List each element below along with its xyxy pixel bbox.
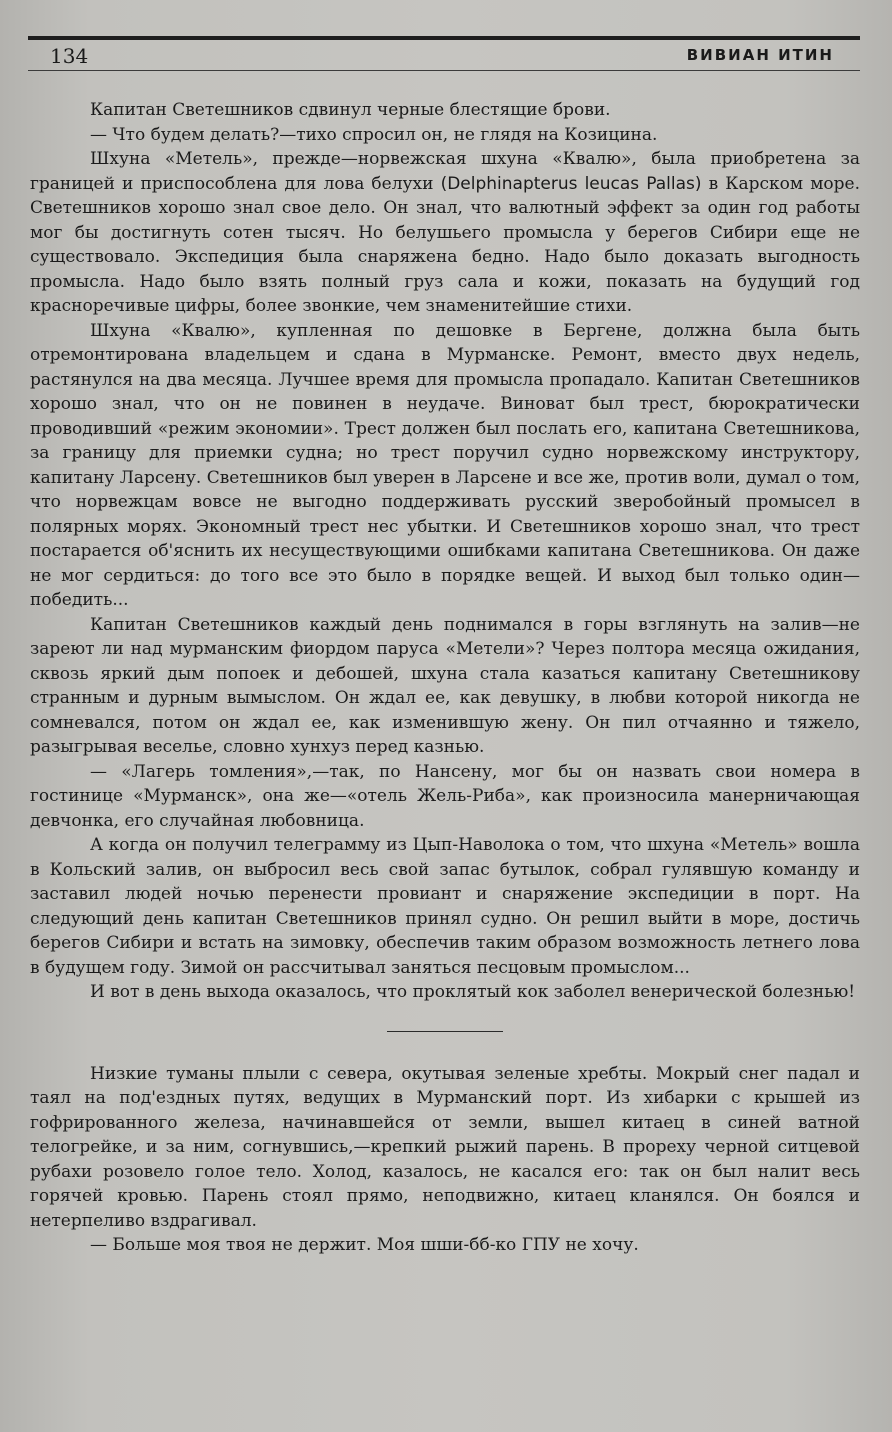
text-body [30, 98, 860, 1258]
section-separator [387, 1031, 503, 1032]
paragraph: — Больше моя твоя не держит. Моя шши-бб-ко ГПУ не хочу. [90, 1235, 639, 1255]
paragraph: Низкие туманы плыли с севера, окутывая зеленые хребты. Мокрый снег падал и таял на под'ездных путях, ведущих в Мурманский порт. Из хибарки с крышей из гофрированного железа, начинавшейся от земли, вышел китаец в синей ватной телогрейке, и за ним, согнувшись,—крепкий рыжий парень. В прореху черной ситцевой рубахи розовело голое тело. Холод, казалось, не касался его: так он был налит весь горячей кровью. Парень стоял прямо, неподвижно, китаец кланялся. Он боялся и нетерпеливо вздрагивал. [30, 1063, 860, 1231]
paragraph [30, 147, 860, 319]
top-rule [28, 36, 860, 40]
paragraph: Шхуна «Квалю», купленная по дешовке в Бергене, должна была быть отремонтирована владельцем и сдана в Мурманске. Ремонт, вместо двух недель, растянулся на два месяца. Лучшее время для промысла пропадало. Капитан Светешников хорошо знал, что он не повинен в неудаче. Виноват был трест, бюрократически проводивший «режим экономии». Трест должен был послать его, капитана Светешникова, за границу для приемки судна; но трест поручил судно норвежскому инструктору, капитану Ларсену. Светешников был уверен в Ларсене и все же, против воли, думал о том, что норвежцам вовсе не выгодно поддерживать русский зверобойный промысел в полярных морях. Экономный трест нес убытки. И Светешников хорошо знал, что трест постарается об'яснить их несуществующими ошибками капитана Светешникова. Он даже не мог сердиться: до того все это было в порядке вещей. И выход был только один—победить... [30, 320, 860, 610]
paragraph-text: Шхуна «Метель», прежде—норвежская шхуна «Квалю», была приобретена за границей и приспособлена для лова белухи [30, 149, 860, 194]
running-head: ВИВИАН ИТИН [686, 46, 834, 64]
paragraph: И вот в день выхода оказалось, что проклятый кок заболел венерической болезнью! [90, 982, 856, 1002]
paragraph-text: в Карском море. Светешников хорошо знал свое дело. Он знал, что валютный эффект за один год работы мог бы достигнуть сотен тысяч. Но белушьего промысла у берегов Сибири еще не существовало. Экспедиция была снаряжена бедно. Надо было доказать выгодность промысла. Надо было взять полный груз сала и кожи, показать на будущий год красноречивые цифры, более звонкие, чем знаменитейшие стихи. [30, 173, 860, 316]
paragraph: — Что будем делать?—тихо спросил он, не глядя на Козицина. [90, 124, 658, 145]
header-rule [28, 70, 860, 71]
page-number: 134 [50, 44, 89, 68]
paragraph: — «Лагерь томления»,—так, по Нансену, мог бы он назвать свои номера в гостинице «Мурманск», она же—«отель Жель-Риба», как произносила манерничающая девчонка, его случайная любовница. [30, 761, 860, 831]
paragraph: Капитан Светешников каждый день поднимался в горы взглянуть на залив—не зареют ли над мурманским фиордом паруса «Метели»? Через полтора месяца ожидания, сквозь яркий дым попоек и дебошей, шхуна стала казаться капитану Светешникову странным и дурным вымыслом. Он ждал ее, как девушку, в любви которой никогда не сомневался, потом он ждал ее, как изменившую жену. Он пил отчаянно и тяжело, разыгрывая веселье, словно хунхуз перед казнью. [30, 614, 860, 757]
latin-species-name: (Delphinapterus leucas Pallas) [440, 173, 702, 194]
paragraph: Капитан Светешников сдвинул черные блестящие брови. [90, 100, 611, 120]
paragraph: А когда он получил телеграмму из Цып-Наволока о том, что шхуна «Метель» вошла в Кольский залив, он выбросил весь свой запас бутылок, собрал гулявшую команду и заставил людей ночью перенести провиант и снаряжение экспедиции в порт. На следующий день капитан Светешников принял судно. Он решил выйти в море, достичь берегов Сибири и встать на зимовку, обеспечив таким образом возможность летнего лова в будущем году. Зимой он рассчитывал заняться песцовым промыслом... [30, 835, 860, 978]
